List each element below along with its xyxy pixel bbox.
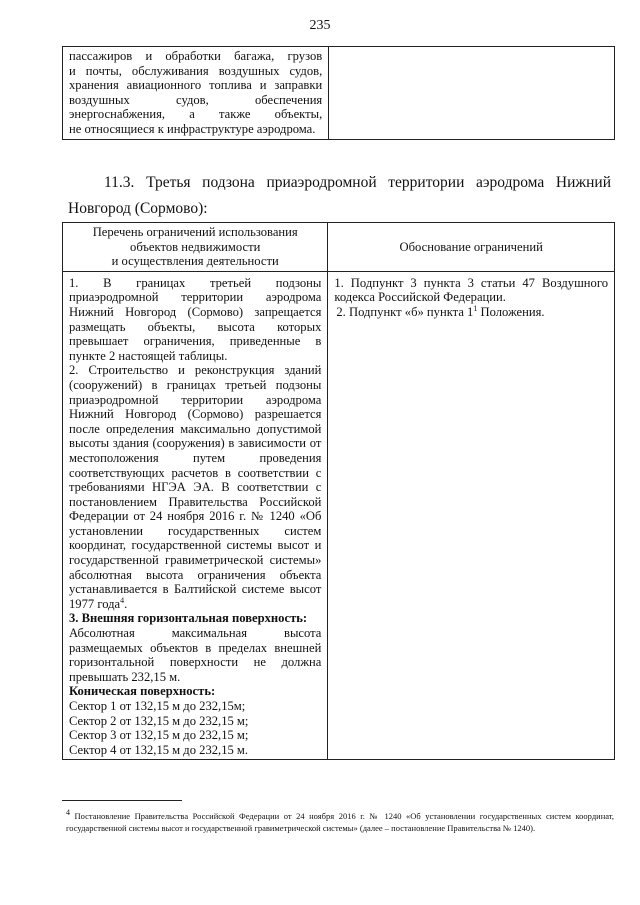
sector-2: Сектор 2 от 132,15 м до 232,15 м; xyxy=(69,713,249,728)
header-left-line-3: и осуществления деятельности xyxy=(111,254,279,269)
footnote-divider xyxy=(62,800,182,801)
header-right: Обоснование ограничений xyxy=(328,223,615,272)
top-line-2: и почты, обслуживания воздушных судов, xyxy=(69,63,323,78)
section-3-title: 3. Внешняя горизонтальная поверхность: xyxy=(69,611,308,626)
section-heading-line-2: Новгород (Сормово): xyxy=(68,200,208,217)
justification-2-text: 2. Подпункт «б» пункта 1 xyxy=(336,304,474,319)
sector-4: Сектор 4 от 132,15 м до 232,15 м. xyxy=(69,742,249,757)
footnote-text: Постановление Правительства Российской Федерации от 24 ноября 2016 г. № 1240 «Об установлении государственных систем координат, государственной системы высот и государственной гравиметрической системы» (далее – постановление Правительства № 1240). xyxy=(66,811,614,833)
item-2-text: 2. Строительство и реконструкция зданий (сооружений) в границах третьей подзоны приаэродромной территории аэродрома Нижний Новгород (Сормово) разрешается после определения максимально допустимой высоты здания (сооружения) в зависимости от местоположения путем проведения соответствующих расчетов в соответствии с требованиями НГЭА ЭА. В соответствии с постановлением Правительства Российской Федерации от 24 ноября 2016 г. № 1240 «Об установлении государственных систем координат, государственной системы высот и государственной гравиметрической системы» абсолютная высота ограничения объекта устанавливается в Балтийской системе высот 1977 года xyxy=(69,363,322,611)
conical-title: Коническая поверхность: xyxy=(69,684,216,699)
footnote-mark: 4 xyxy=(66,808,70,818)
top-table-left-cell xyxy=(63,47,329,140)
header-left xyxy=(63,223,328,272)
top-table-right-cell xyxy=(329,47,615,140)
justification-2-post: Положения. xyxy=(477,304,545,319)
sector-1: Сектор 1 от 132,15 м до 232,15м; xyxy=(69,699,246,713)
footnote xyxy=(66,810,614,834)
justification-cell xyxy=(328,271,615,760)
footnote-ref: 4 xyxy=(120,595,125,605)
top-line-6: не относящиеся к инфраструктуре аэродрома. xyxy=(69,121,316,136)
top-table xyxy=(62,46,615,140)
justification-1: 1. Подпункт 3 пункта 3 статьи 47 Воздушного кодекса Российской Федерации. xyxy=(334,275,608,305)
restrictions-cell xyxy=(63,271,328,760)
restrictions-table xyxy=(62,222,615,760)
top-line-3: хранения авиационного топлива и заправки xyxy=(69,78,323,93)
top-line-1: пассажиров и обработки багажа, грузов xyxy=(69,49,323,63)
section-heading-line-1: 11.3. Третья подзона приаэродромной территории аэродрома Нижний xyxy=(104,174,611,191)
top-line-4: воздушных судов, обеспечения xyxy=(69,92,323,107)
page-number: 235 xyxy=(309,18,331,33)
section-heading xyxy=(68,170,611,222)
sector-3: Сектор 3 от 132,15 м до 232,15 м; xyxy=(69,728,249,743)
top-line-5: энергоснабжения, а также объекты, xyxy=(69,107,323,122)
header-left-line-2: объектов недвижимости xyxy=(130,239,261,254)
justification-2-sup: 1 xyxy=(473,303,478,313)
item-1: 1. В границах третьей подзоны приаэродромной территории аэродрома Нижний Новгород (Сормово) запрещается размещать объекты, высота которых превышает ограничения, приведенные в пункте 2 настоящей таблицы. xyxy=(69,275,322,363)
item-3-text: Абсолютная максимальная высота размещаемых объектов в пределах внешней горизонтальной поверхности не должна превышать 232,15 м. xyxy=(69,626,322,684)
item-2: 2. Строительство и реконструкция зданий (сооружений) в границах третьей подзоны приаэродромной территории аэродрома Нижний Новгород (Сормово) разрешается после определения максимально допустимой высоты здания (сооружения) в зависимости от местоположения путем проведения соответствующих расчетов в соответствии с требованиями НГЭА ЭА. В соответствии с постановлением Правительства Российской Федерации от 24 ноября 2016 г. № 1240 «Об установлении государственных систем координат, государственной системы высот и государственной гравиметрической системы» абсолютная высота ограничения объекта устанавливается в Балтийской системе высот 1977 года$^4$. xyxy=(69,363,322,611)
justification-2 xyxy=(334,305,608,320)
header-left-line-1: Перечень ограничений использования xyxy=(92,225,298,239)
